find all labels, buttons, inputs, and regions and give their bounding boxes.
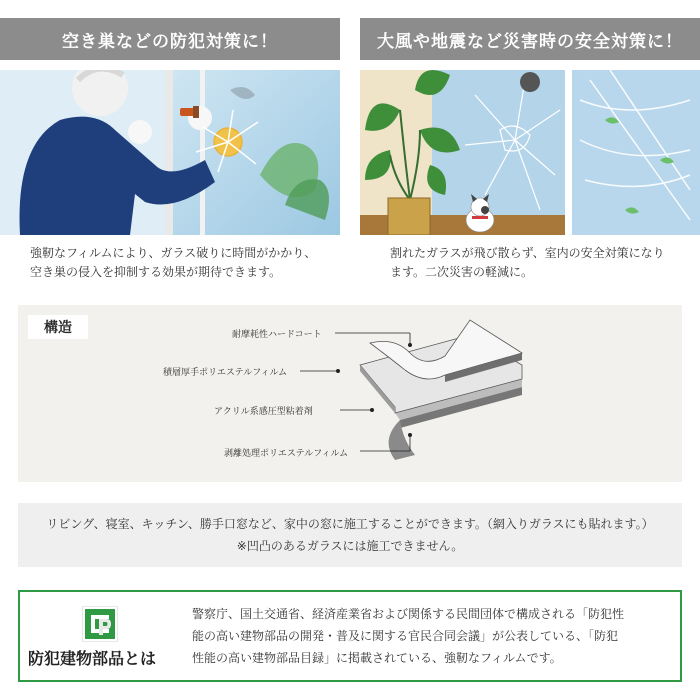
installation-note (18, 503, 682, 567)
film-layer-diagram (300, 315, 540, 460)
cp-desc-line-1: 警察庁、国土交通省、経済産業省および関係する民間団体で構成される「防犯性 (192, 607, 625, 621)
disaster-illustration (360, 70, 700, 235)
cp-section-description (192, 603, 670, 669)
disaster-caption-line-2: ます。二次災害の軽減に。 (390, 265, 534, 279)
banner-crime-prevention (0, 18, 340, 60)
banner-disaster-safety-text: 大風や地震など災害時の安全対策に！ (377, 31, 683, 52)
crime-caption-line-2: 空き巣の侵入を抑制する効果が期待できます。 (30, 265, 282, 279)
layer-label-polyester: 積層厚手ポリエステルフィルム (163, 368, 288, 378)
disaster-safety-caption (390, 244, 690, 282)
installation-line-1: リビング、寝室、キッチン、勝手口窓など、家中の窓に施工することができます。（網入りガラスにも貼れます。） (46, 517, 654, 531)
cp-section-title: 防犯建物部品とは (28, 649, 157, 668)
layer-label-adhesive: アクリル系感圧型粘着剤 (214, 407, 313, 417)
cp-desc-line-2: 能の高い建物部品の開発・普及に関する官民合同会議」が公表している、「防犯 (192, 629, 619, 643)
disaster-caption-line-1: 割れたガラスが飛び散らず、室内の安全対策になり (390, 246, 665, 260)
banner-disaster-safety (360, 18, 700, 60)
cp-desc-line-3: 性能の高い建物部品目録」に掲載されている、強靭なフィルムです。 (192, 651, 562, 665)
cp-logo-icon (82, 606, 118, 642)
layer-label-hard-coat: 耐摩耗性ハードコート (232, 330, 322, 340)
banner-crime-prevention-text: 空き巣などの防犯対策に！ (62, 31, 278, 52)
installation-line-2: ※凹凸のあるガラスには施工できません。 (236, 539, 464, 553)
crime-prevention-caption (30, 244, 330, 282)
structure-title: 構造 (28, 315, 88, 339)
crime-caption-line-1: 強靭なフィルムにより、ガラス破りに時間がかかり、 (30, 246, 317, 260)
burglar-illustration (0, 70, 340, 235)
layer-label-release-film: 剥離処理ポリエステルフィルム (224, 449, 349, 459)
